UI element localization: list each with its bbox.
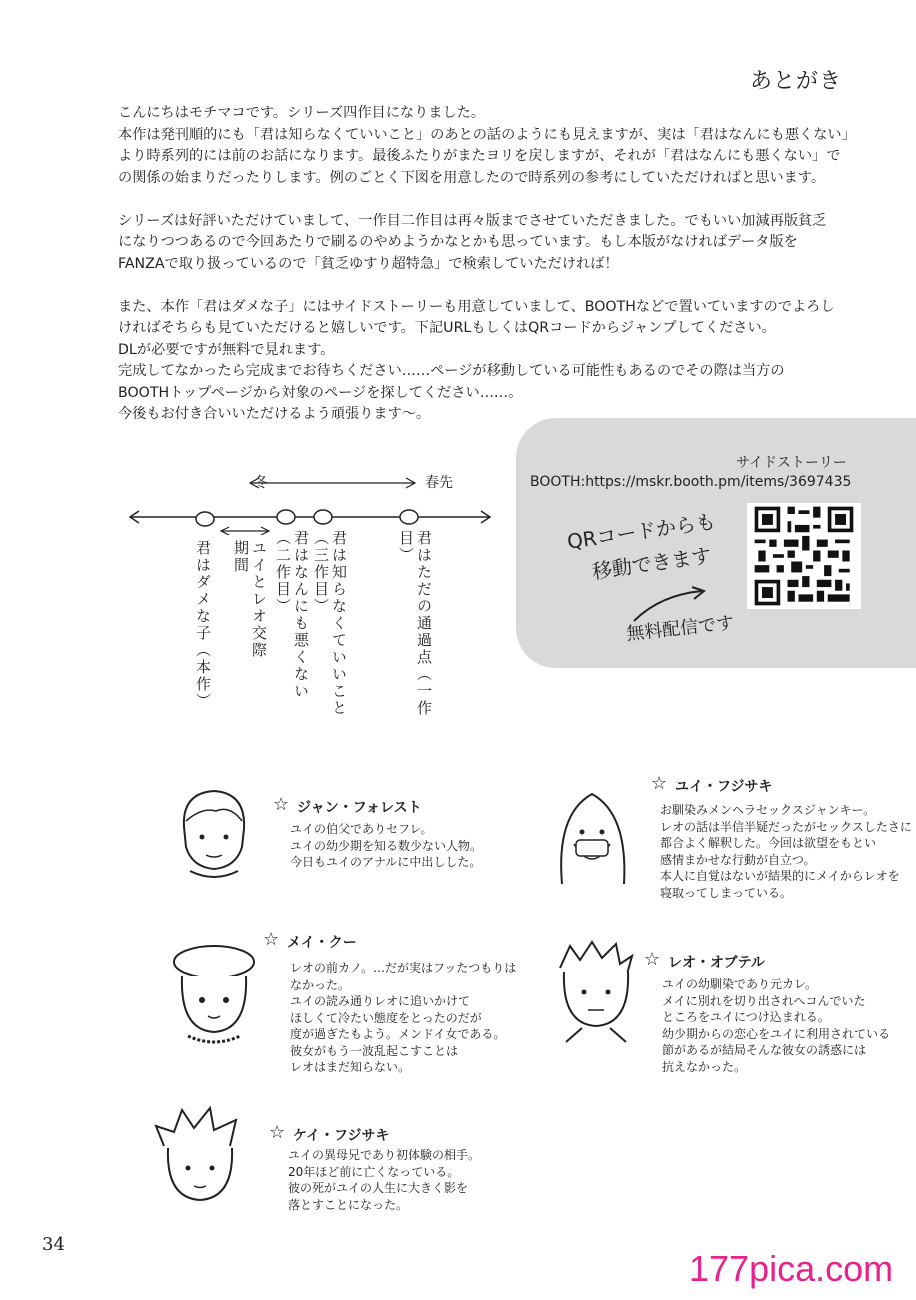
body-line: 本作は発刊順的にも「君は知らなくていいこと」のあとの話のようにも見えますが、実は「君はなんにも悪くない」	[118, 126, 856, 143]
desc-line: なかった。	[290, 977, 351, 992]
qr-note: QRコードからも	[565, 509, 718, 554]
character-desc	[290, 821, 482, 871]
mei-portrait	[166, 940, 262, 1050]
character-desc	[660, 802, 912, 901]
desc-line: 抗えなかった。	[662, 1059, 747, 1074]
body-line: BOOTHトップページから対象のページを探してください……。	[118, 384, 523, 401]
jean-portrait	[172, 785, 254, 885]
timeline-item: ユイとレオ交際期間	[232, 540, 268, 659]
side-story-title: サイドストーリー	[736, 455, 847, 471]
free-note: 無料配信です	[625, 612, 736, 645]
desc-line: お馴染みメンヘラセックスジャンキー。	[660, 803, 876, 817]
body-line: FANZAで取り扱っているので「貧乏ゆすり超特急」で検索していただければ！	[118, 255, 619, 272]
body-line: DLが必要ですが無料で見れます。	[118, 341, 335, 358]
timeline-item: 君はダメな子（本作）	[194, 540, 212, 710]
character-desc	[662, 976, 890, 1075]
star-icon: ☆	[263, 929, 280, 950]
body-line: ければそちらも見ていただけると嬉しいです。下記URLもしくはQRコードからジャンプしてください。	[118, 320, 776, 336]
body-line: 完成してなかったら完成までお待ちください……ページが移動している可能性もあるのでその際は当方の	[118, 363, 785, 379]
desc-line: 今日もユイのアナルに中出しした。	[290, 855, 482, 869]
desc-line: 本人に自覚はないが結果的にメイからレオを	[660, 869, 900, 883]
desc-line: 寝取ってしまっている。	[660, 885, 793, 900]
qr-note-2: 移動できます	[590, 543, 713, 584]
body-line: になりつつあるので今回あたりで刷るのやめようかなとかも思っています。もし本版がなければデータ版を	[118, 234, 798, 250]
body-line: より時系列的には前のお話になります。最後ふたりがまたヨリを戻しますが、それが「君はなんにも悪くない」で	[118, 148, 841, 164]
timeline-item: 君はなんにも悪くない（二作目）	[274, 530, 310, 700]
desc-line: 度が過ぎたもよう。メンドイ女である。	[290, 1027, 506, 1041]
qr-code-icon[interactable]	[747, 503, 861, 609]
body-line: こんにちはモチマコです。シリーズ四作目になりました。	[118, 105, 486, 121]
character-name: ケイ・フジサキ	[293, 1128, 390, 1144]
desc-line: レオの前カノ。…だが実はフッたつもりは	[290, 961, 517, 975]
desc-line: 彼女がもう一波乱起こすことは	[290, 1043, 459, 1058]
timeline-item: 君は知らなくていいこと（三作目）	[312, 530, 348, 717]
desc-line: レオはまだ知らない。	[290, 1060, 411, 1074]
desc-line: 幼少期からの恋心をユイに利用されている	[662, 1026, 891, 1041]
page-title: あとがき	[750, 69, 843, 94]
desc-line: ユイの読み通りレオに追いかけて	[290, 994, 471, 1008]
character-name: メイ・クー	[287, 935, 357, 951]
afterword-text	[118, 103, 878, 426]
desc-line: ユイの伯父でありセフレ。	[290, 822, 433, 836]
desc-line: ほしくて冷たい態度をとったのだが	[290, 1010, 482, 1025]
desc-line: 感情まかせな行動が自立つ。	[660, 852, 816, 867]
character-desc	[288, 1147, 480, 1213]
desc-line: 都合よく解釈した。今回は欲望をもとい	[660, 836, 877, 850]
body-line	[118, 189, 878, 211]
yui-portrait	[552, 784, 634, 894]
star-icon: ☆	[651, 773, 668, 794]
star-icon: ☆	[269, 1122, 286, 1143]
desc-line: 彼の死がユイの人生に大きく影を	[288, 1181, 469, 1195]
leo-portrait	[550, 938, 640, 1048]
body-line	[118, 275, 878, 297]
character-desc	[290, 960, 516, 1076]
kei-portrait	[152, 1106, 248, 1212]
body-line: また、本作「君はダメな子」にはサイドストーリーも用意していまして、BOOTHなどで置いていますのでよろし	[118, 298, 835, 315]
body-line: 今後もお付き合いいただけるよう頑張ります〜。	[118, 406, 431, 422]
desc-line: メイに別れを切り出されへコんでいた	[662, 993, 866, 1008]
desc-line: ユイの幼馴染であり元カレ。	[662, 977, 818, 991]
timeline-spring-label: 春先	[425, 475, 453, 491]
page-number: 34	[42, 1234, 65, 1255]
desc-line: ところをユイにつけ込まれる。	[662, 1010, 830, 1024]
desc-line: レオの話は半信半疑だったがセックスしたさに	[660, 819, 912, 834]
character-name: ジャン・フォレスト	[297, 800, 422, 816]
character-name: レオ・オブテル	[668, 955, 765, 971]
timeline-item: 君はただの通過点（一作目）	[397, 530, 433, 717]
body-line: の関係の始まりだったりします。例のごとく下図を用意したので時系列の参考にしていただければと思います。	[118, 169, 826, 186]
timeline-winter-label: 冬	[254, 475, 268, 491]
star-icon: ☆	[273, 794, 290, 815]
desc-line: ユイの異母兄であり初体験の相手。	[288, 1148, 481, 1162]
booth-link[interactable]: BOOTH:https://mskr.booth.pm/items/3697435	[530, 474, 852, 490]
star-icon: ☆	[644, 949, 661, 970]
character-name: ユイ・フジサキ	[675, 779, 773, 795]
desc-line: 落とすことになった。	[288, 1197, 409, 1212]
body-line: シリーズは好評いただけていまして、一作目二作目は再々版までさせていただきました。でもいい加減再版貧乏	[118, 212, 827, 229]
desc-line: 節があるが結局そんな彼女の誘惑には	[662, 1043, 867, 1057]
desc-line: 20年ほど前に亡くなっている。	[288, 1164, 460, 1179]
desc-line: ユイの幼少期を知る数少ない人物。	[290, 838, 483, 853]
watermark: 177pica.com	[689, 1248, 894, 1289]
